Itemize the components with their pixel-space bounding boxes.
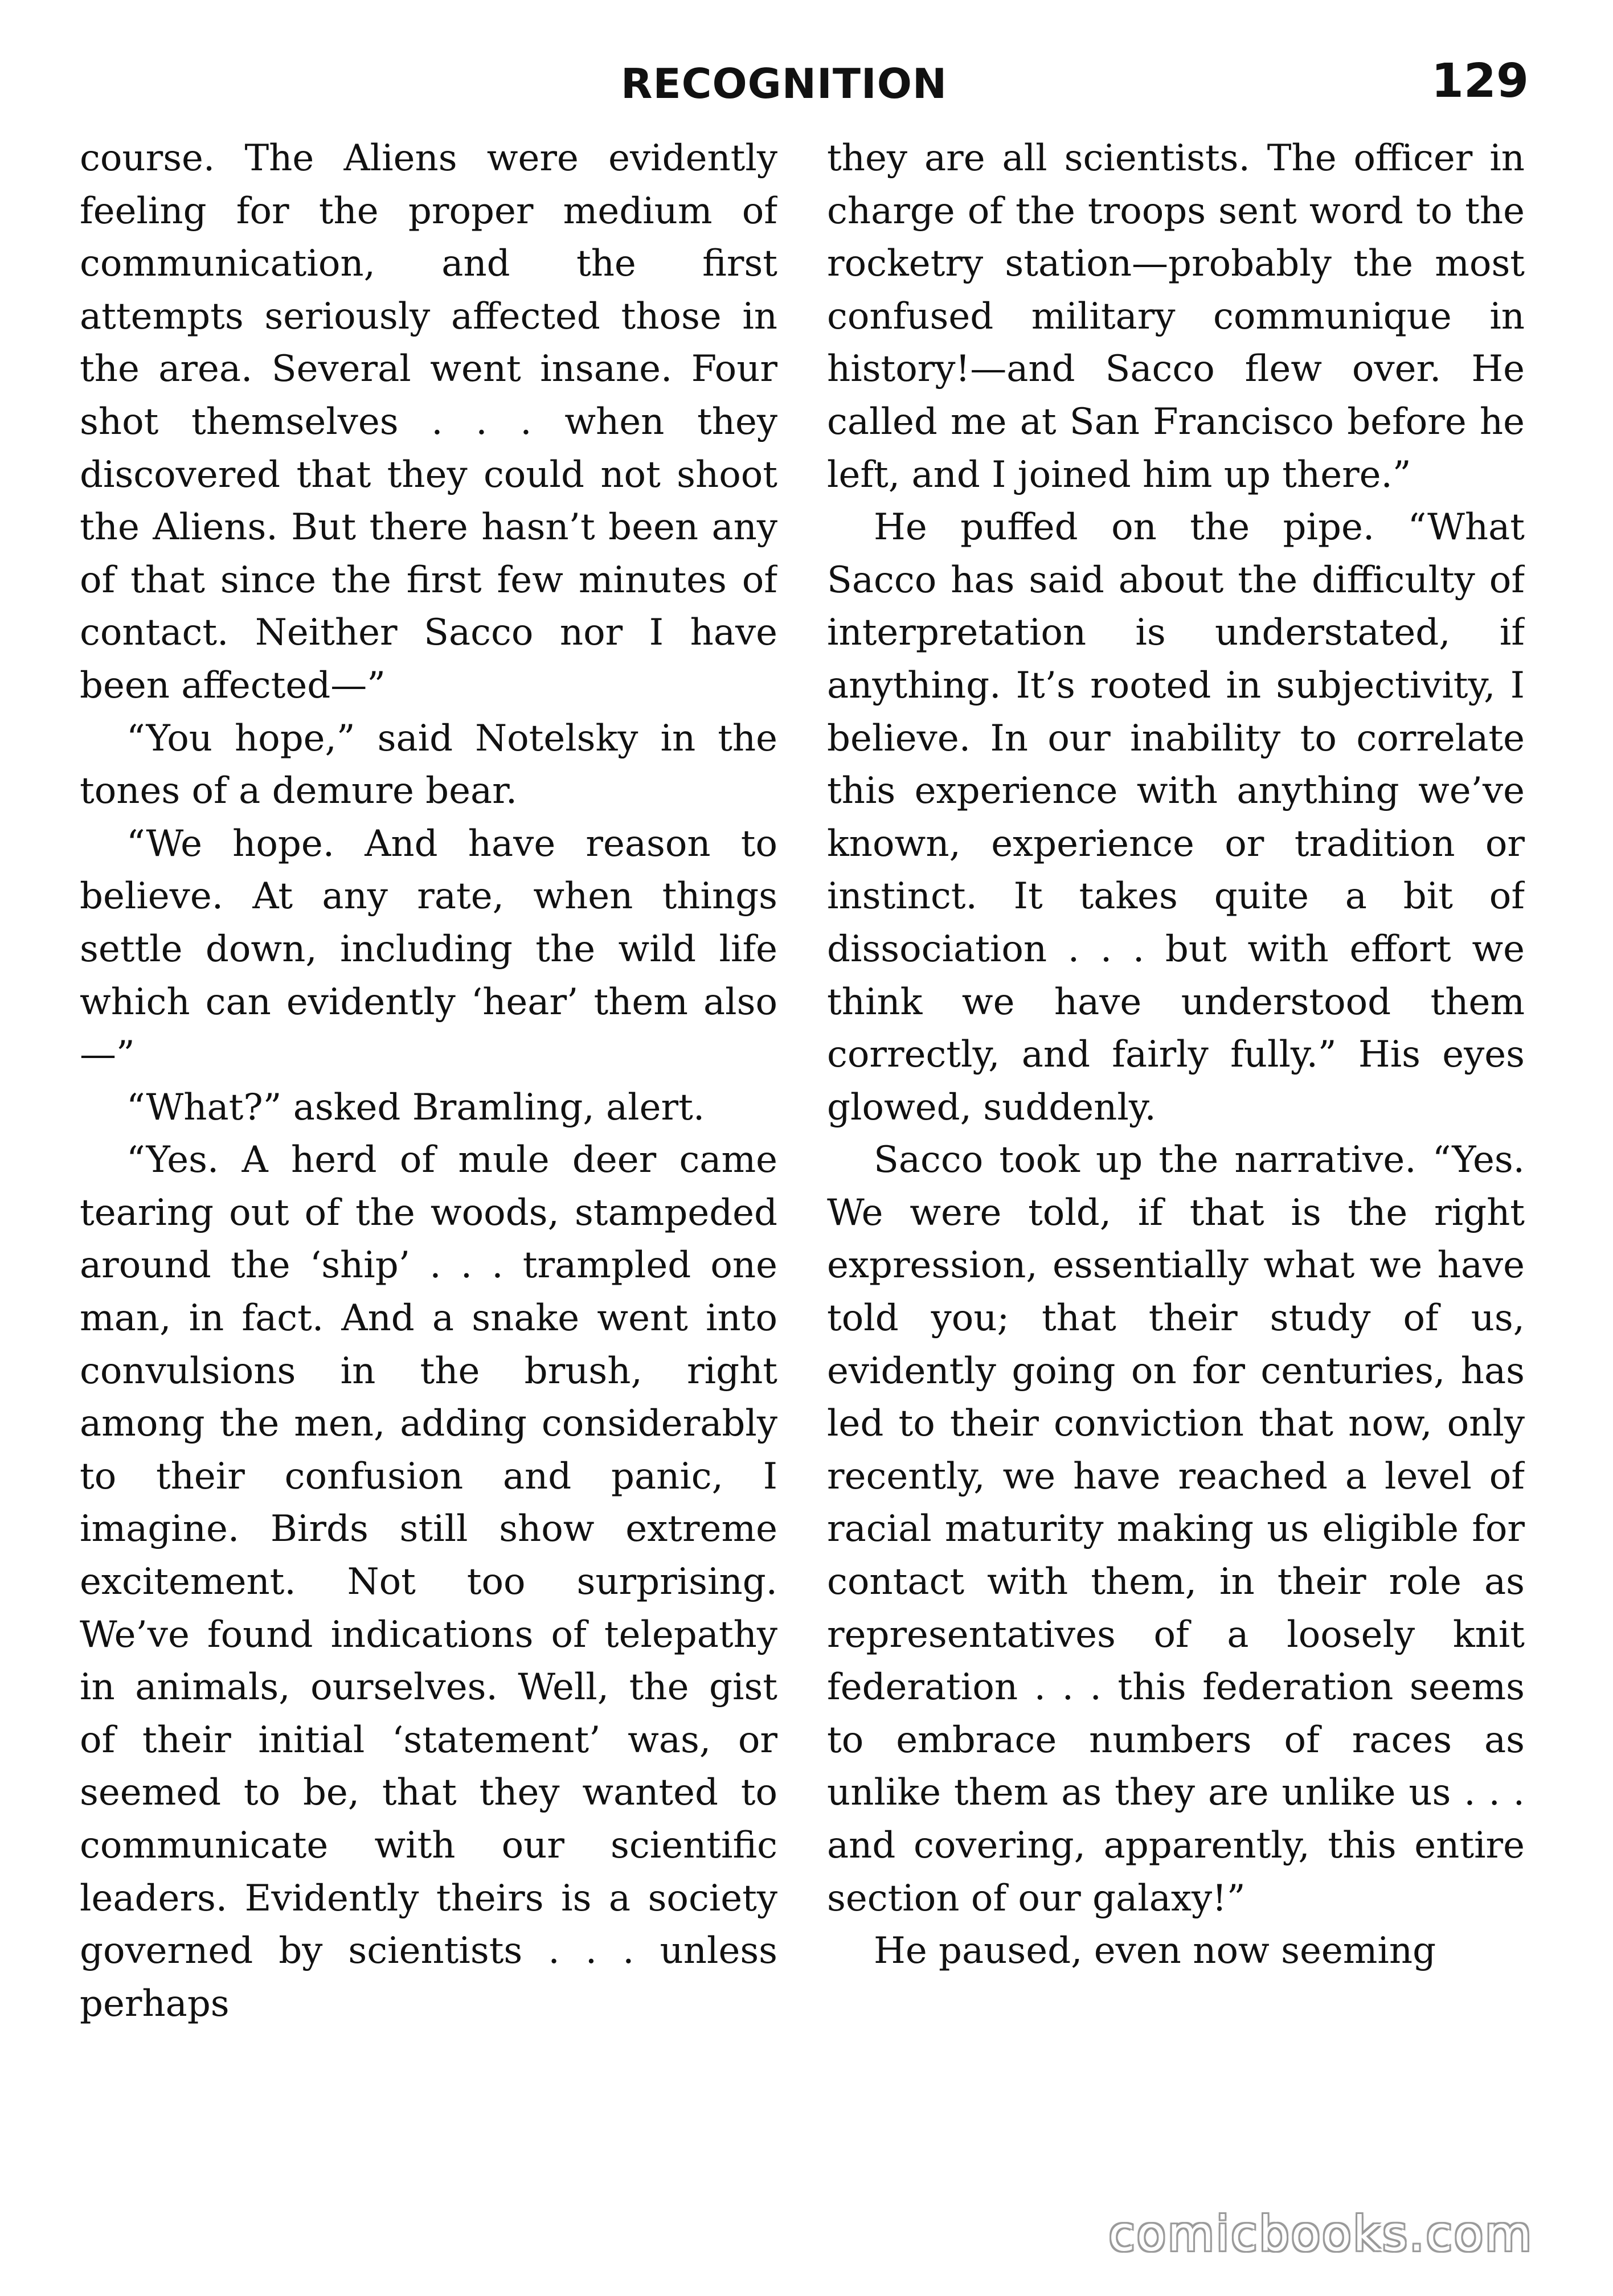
page-number: 129 [1431, 54, 1529, 108]
running-title: RECOGNITION [621, 60, 948, 108]
paragraph: “Yes. A herd of mule deer came tearing out of the woods, stampeded around the ‘ship’ . . . trampled one man, in fact. And a snake went into convulsions in the brush, right among the men, adding considerably to their confusion and panic, I imagine. Birds still show extreme excitement. Not too surprising. We’ve found indications of telepathy in animals, ourselves. Well, the gist of their initial ‘statement’ was, or seemed to be, that they wanted to communicate with our scientific leaders. Evidently theirs is a society governed by scientists . . . unless perhaps [80, 1139, 777, 2025]
paragraph: “You hope,” said Notelsky in the tones of a demure bear. [80, 717, 777, 813]
paragraph: they are all scientists. The officer in charge of the troops sent word to the rocketry station—probably the most confused military communique in history!—and Sacco flew over. He called me at San Francisco before he left, and I joined him up there.” [827, 137, 1525, 496]
paragraph: “We hope. And have reason to believe. At any rate, when things settle down, including the wild life which can evidently ‘hear’ them also—” [80, 822, 777, 1076]
right-column [827, 132, 1525, 2159]
site-watermark: comicbooks.com [1108, 2206, 1533, 2262]
page-header [0, 54, 1613, 117]
left-column [80, 132, 777, 2159]
paragraph: He paused, even now seeming [874, 1930, 1436, 1973]
paragraph: He puffed on the pipe. “What Sacco has said about the difficulty of interpretation is understated, if anything. It’s rooted in subjectivity, I believe. In our inability to correlate this experience with anything we’ve known, experience or tradition or instinct. It takes quite a bit of dissociation . . . but with effort we think we have understood them correctly, and fairly fully.” His eyes glowed, suddenly. [827, 506, 1525, 1129]
paragraph: Sacco took up the narrative. “Yes. We were told, if that is the right expression, essentially what we have told you; that their study of us, evidently going on for centuries, has led to their conviction that now, only recently, we have reached a level of racial maturity making us eligible for contact with them, in their role as representatives of a loosely knit federation . . . this federation seems to embrace numbers of races as unlike them as they are unlike us . . . and covering, apparently, this entire section of our galaxy!” [827, 1139, 1525, 1920]
paragraph: course. The Aliens were evidently feeling for the proper medium of communication, and the first attempts seriously affected those in the area. Several went insane. Four shot themselves . . . when they discovered that they could not shoot the Aliens. But there hasn’t been any of that since the first few minutes of contact. Neither Sacco nor I have been affected—” [80, 137, 777, 707]
paragraph: “What?” asked Bramling, alert. [126, 1086, 705, 1129]
